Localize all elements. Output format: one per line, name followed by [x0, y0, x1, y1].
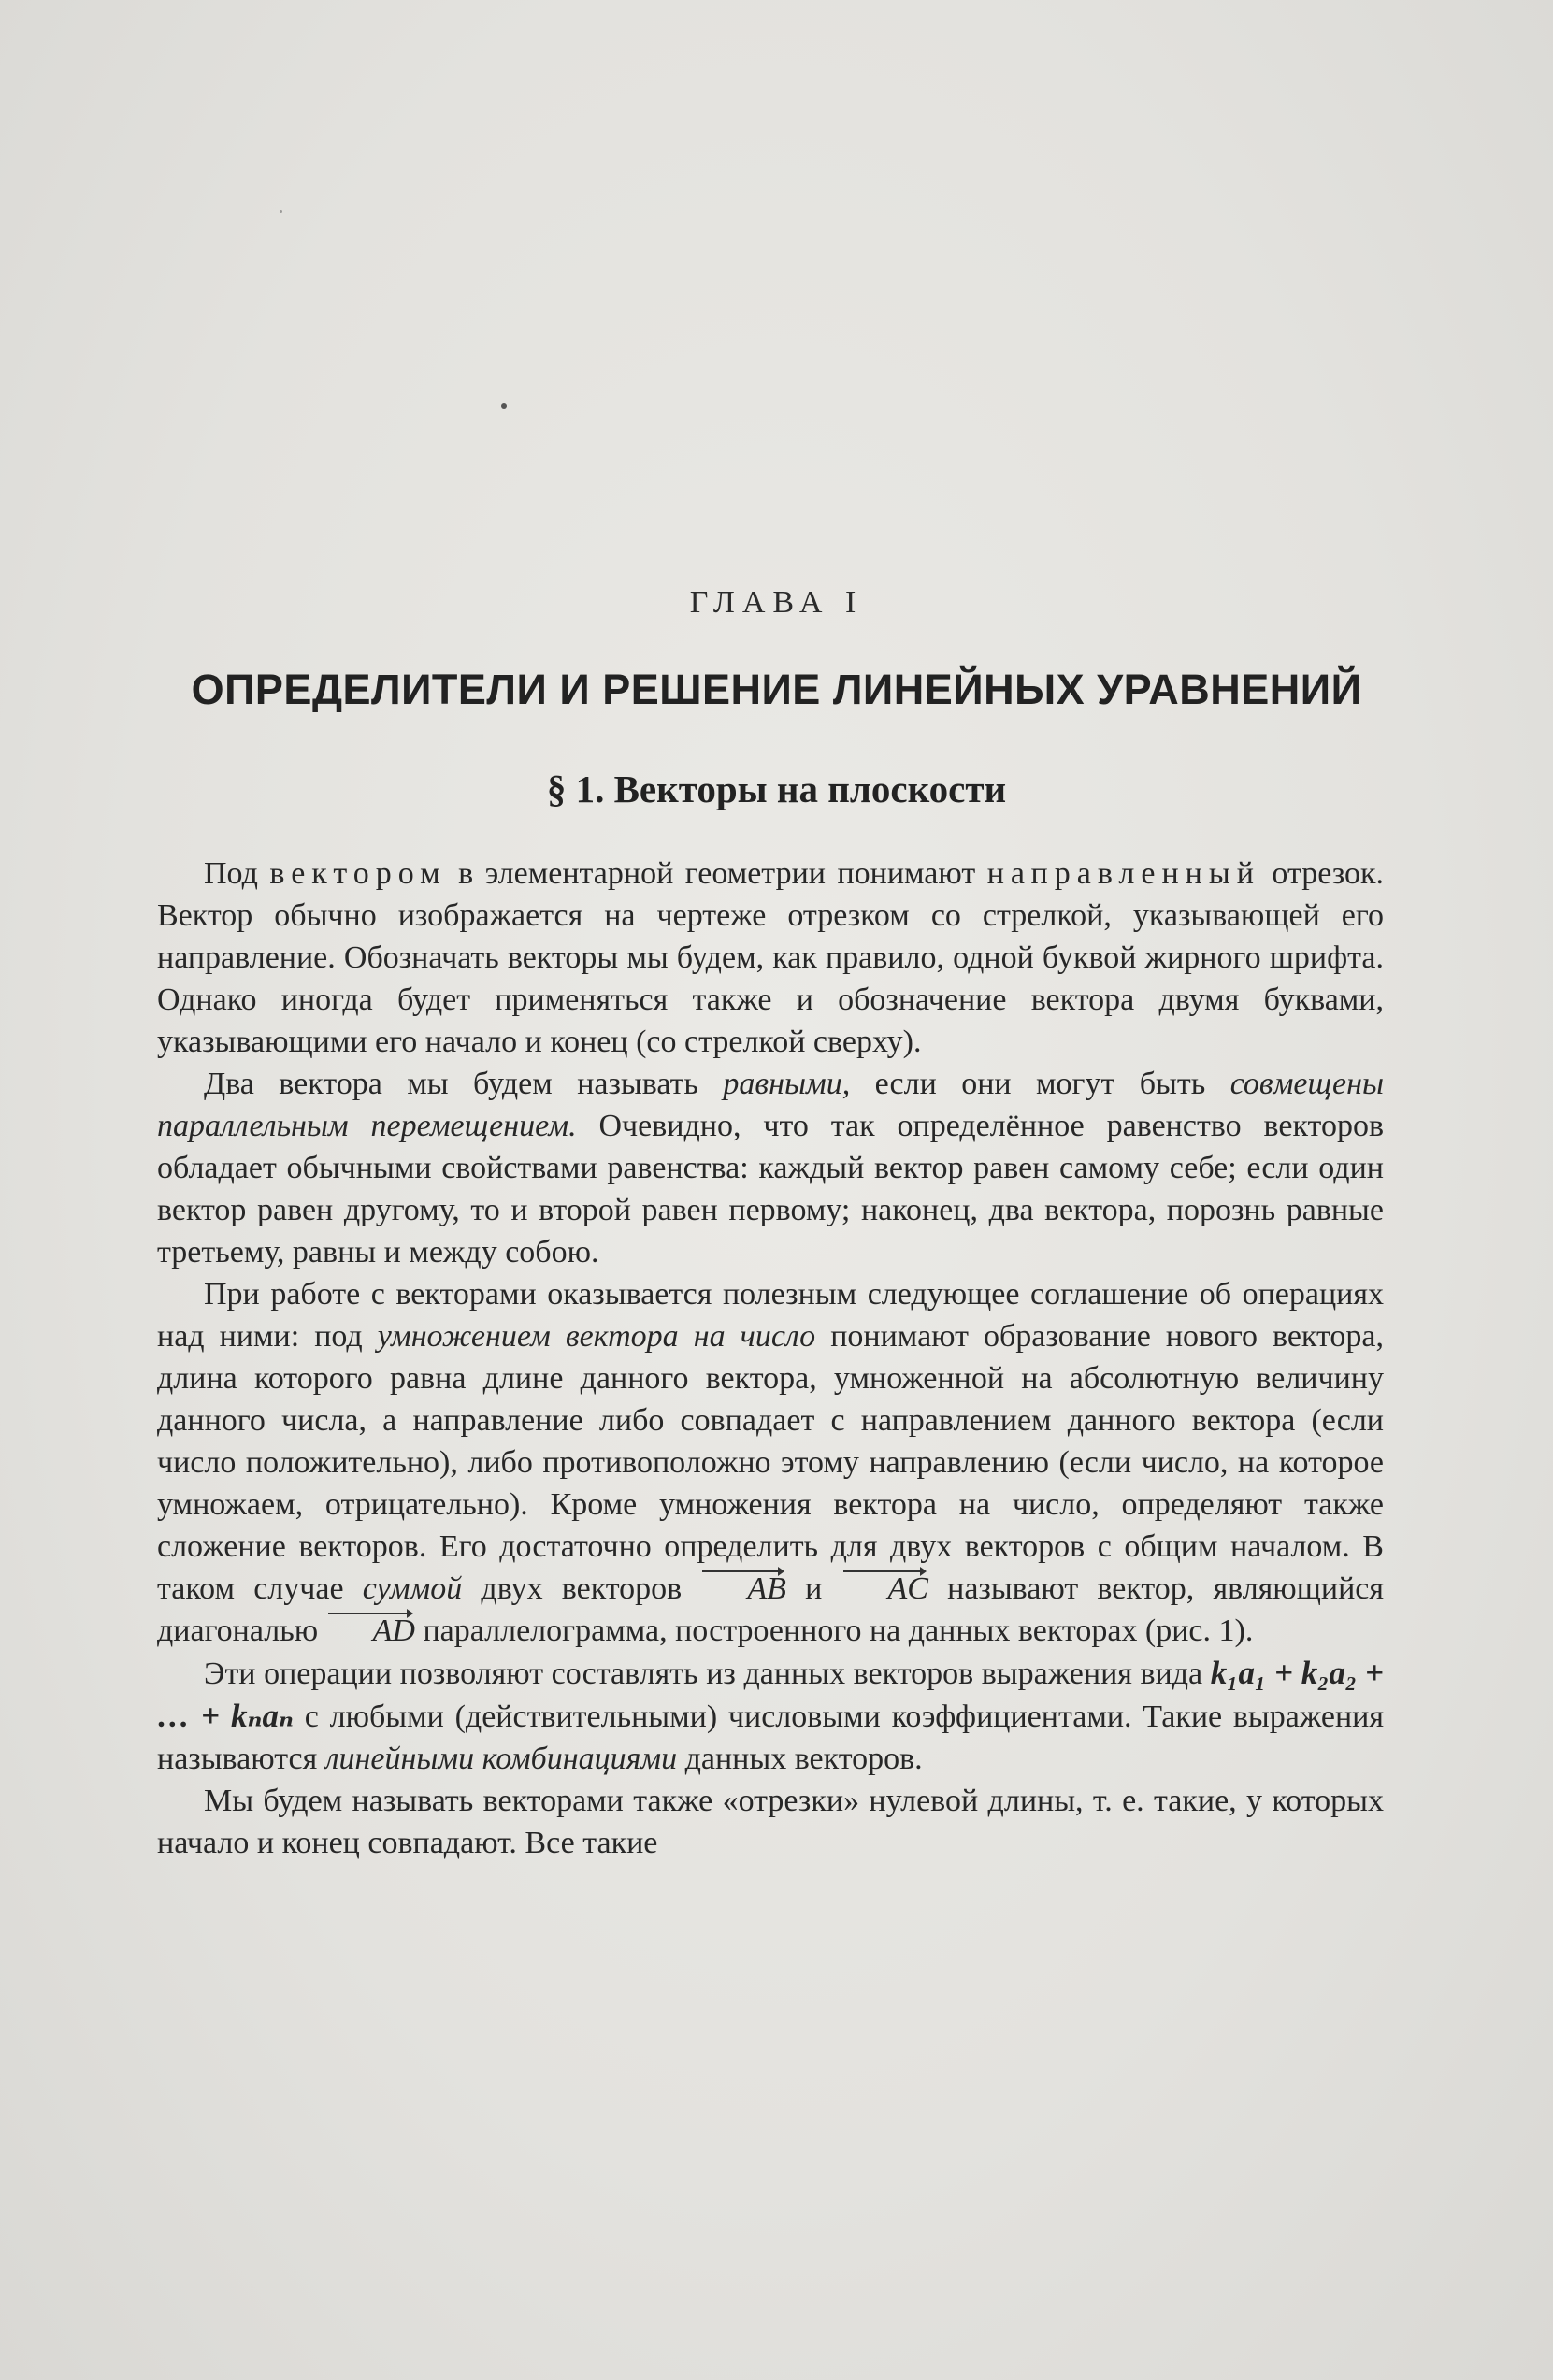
section-title: § 1. Векторы на плоскости	[546, 767, 1007, 810]
italic-term: суммой	[362, 1571, 463, 1606]
chapter-title: ОПРЕДЕЛИТЕЛИ И РЕШЕНИЕ ЛИНЕЙНЫХ УРАВНЕНИЙ	[191, 666, 1362, 713]
text-run: понимают образование нового вектора, длина которого равна длине данного вектора, умноженной на абсолютную величину данного числа, а направление либо совпадает с направлением данного вектора (если число положительно), либо противоположно этому направлению (если число, на которое умножаем, отрицательно). Кроме умножения вектора на число, определяют также сложение векторов. Его достаточно определить для двух векторов с общим началом. В таком случае	[157, 1319, 1384, 1606]
text-run: Эти операции позволяют составлять из данных векторов выражения вида	[204, 1656, 1211, 1691]
linear-combination-formula: k₁a₁ + k₂a₂ + … + kₙaₙ	[157, 1655, 1384, 1734]
italic-term: совмещены параллельным перемещением.	[157, 1067, 1384, 1143]
text-run: параллелограмма, построенного на данных векторах (рис. 1).	[414, 1613, 1254, 1648]
text-run: данных векторов.	[677, 1742, 923, 1776]
print-speck	[280, 210, 282, 213]
chapter-label: ГЛАВА I	[689, 585, 864, 620]
vector-ac: AC	[841, 1568, 928, 1610]
text-run: Под	[204, 856, 270, 891]
body-text	[157, 853, 1384, 1864]
print-speck	[501, 403, 507, 409]
spaced-term: направленный	[986, 856, 1260, 891]
text-run: называют вектор, являющийся диагональю	[157, 1571, 1385, 1648]
text-run: Очевидно, что так определённое равенство векторов обладает обычными свойствами равенства: каждый вектор равен самому себе; если один вектор равен другому, то и второй равен первому; наконец, два вектора, порознь равные третьему, равны и между собою.	[157, 1109, 1385, 1269]
paragraph-3	[157, 1273, 1384, 1652]
italic-term: равными,	[723, 1067, 851, 1101]
italic-term: умножением вектора на число	[377, 1319, 816, 1354]
paragraph-1	[157, 853, 1384, 1063]
text-run: если они могут быть	[850, 1067, 1230, 1101]
italic-term: линейными комбинациями	[324, 1742, 678, 1776]
text-run: Два вектора мы будем называть	[204, 1067, 724, 1101]
text-run: с любыми (действительными) числовыми коэффициентами. Такие выражения называются	[157, 1699, 1385, 1776]
text-run: и	[785, 1571, 841, 1606]
text-run: При работе с векторами оказывается полезным следующее соглашение об операциях над ними: под	[157, 1277, 1384, 1354]
text-run: двух векторов	[462, 1571, 701, 1606]
paragraph-2	[157, 1063, 1384, 1273]
text-run: отрезок. Вектор обычно изображается на чертеже отрезком со стрелкой, указывающей его направление. Обозначать векторы мы будем, как правило, одной буквой жирного шрифта. Однако иногда будет применяться также и обозначение вектора двумя буквами, указывающими его начало и конец (со стрелкой сверху).	[157, 856, 1384, 1059]
text-run: в элементарной геометрии понимают	[446, 856, 987, 891]
vector-ad: AD	[326, 1610, 415, 1652]
paragraph-5	[157, 1780, 1384, 1864]
paragraph-4	[157, 1652, 1384, 1780]
text-run: Мы будем называть векторами также «отрезки» нулевой длины, т. е. такие, у которых начало и конец совпадают. Все такие	[157, 1784, 1384, 1860]
vector-ab: AB	[700, 1568, 786, 1610]
spaced-term: вектором	[269, 856, 447, 891]
